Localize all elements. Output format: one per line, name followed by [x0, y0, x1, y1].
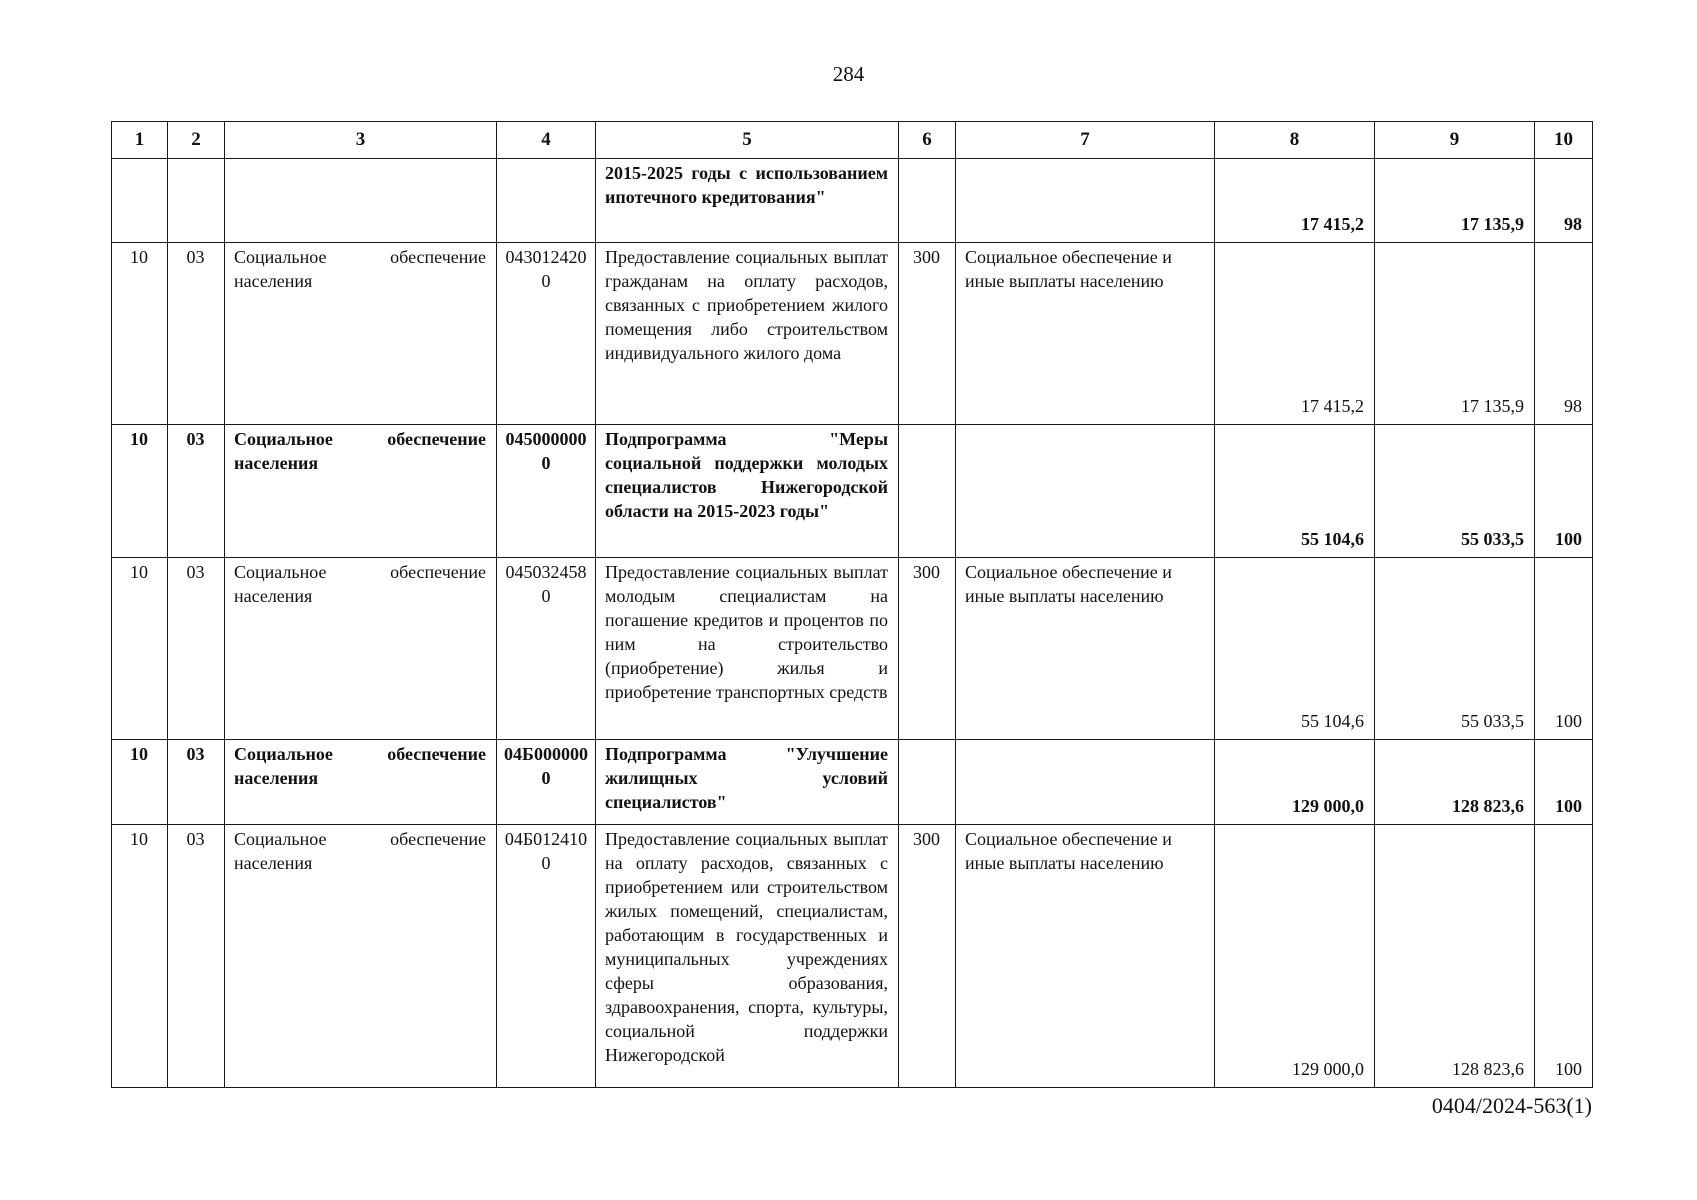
column-header: 5 [596, 122, 899, 159]
percent-cell: 100 [1535, 825, 1593, 1088]
section-cell [112, 159, 168, 243]
description-cell: Подпрограмма "Улучшение жилищных условий специалистов" [596, 740, 899, 825]
actual-amount-cell: 128 823,6 [1375, 740, 1535, 825]
percent-cell: 100 [1535, 425, 1593, 558]
target-code-cell: 0450324580 [497, 558, 596, 740]
budget-table [111, 121, 1593, 1088]
expense-type-name-cell: Социальное обеспечение и иные выплаты населению [956, 825, 1215, 1088]
column-header: 10 [1535, 122, 1593, 159]
column-header: 8 [1215, 122, 1375, 159]
expense-type-name-cell [956, 740, 1215, 825]
description-cell: Предоставление социальных выплат молодым специалистам на погашение кредитов и процентов по ним на строительство (приобретение) жилья и приобретение транспортных средств [596, 558, 899, 740]
table-header-row [112, 122, 1593, 159]
column-header: 2 [168, 122, 225, 159]
actual-amount-cell: 17 135,9 [1375, 243, 1535, 425]
expense-type-name-cell: Социальное обеспечение и иные выплаты населению [956, 243, 1215, 425]
section-name-cell [225, 159, 497, 243]
column-header: 6 [899, 122, 956, 159]
planned-amount-cell: 129 000,0 [1215, 825, 1375, 1088]
expense-type-name-cell: Социальное обеспечение и иные выплаты населению [956, 558, 1215, 740]
actual-amount-cell: 128 823,6 [1375, 825, 1535, 1088]
subsection-cell [168, 159, 225, 243]
section-name-cell: Социальное обеспечение населения [225, 825, 497, 1088]
section-name-cell: Социальное обеспечение населения [225, 558, 497, 740]
column-header: 1 [112, 122, 168, 159]
target-code-cell: 04Б0000000 [497, 740, 596, 825]
table-row [112, 558, 1593, 740]
target-code-cell: 0450000000 [497, 425, 596, 558]
percent-cell: 100 [1535, 740, 1593, 825]
column-header: 9 [1375, 122, 1535, 159]
document-number: 0404/2024-563(1) [1431, 1093, 1592, 1118]
expense-type-cell [899, 159, 956, 243]
actual-amount-cell: 55 033,5 [1375, 425, 1535, 558]
section-name-cell: Социальное обеспечение населения [225, 740, 497, 825]
target-code-cell: 0430124200 [497, 243, 596, 425]
planned-amount-cell: 17 415,2 [1215, 159, 1375, 243]
description-cell: 2015-2025 годы с использованием ипотечного кредитования" [596, 159, 899, 243]
subsection-cell: 03 [168, 825, 225, 1088]
planned-amount-cell: 55 104,6 [1215, 558, 1375, 740]
page-number: 284 [832, 62, 865, 86]
expense-type-cell: 300 [899, 243, 956, 425]
percent-cell: 98 [1535, 243, 1593, 425]
expense-type-name-cell [956, 159, 1215, 243]
expense-type-cell [899, 740, 956, 825]
actual-amount-cell: 17 135,9 [1375, 159, 1535, 243]
section-cell: 10 [112, 825, 168, 1088]
section-cell: 10 [112, 558, 168, 740]
column-header: 7 [956, 122, 1215, 159]
section-name-cell: Социальное обеспечение населения [225, 243, 497, 425]
expense-type-cell [899, 425, 956, 558]
expense-type-cell: 300 [899, 825, 956, 1088]
target-code-cell: 04Б0124100 [497, 825, 596, 1088]
column-header: 3 [225, 122, 497, 159]
column-header: 4 [497, 122, 596, 159]
description-cell: Подпрограмма "Меры социальной поддержки молодых специалистов Нижегородской области на 2015-2023 годы" [596, 425, 899, 558]
table-row [112, 159, 1593, 243]
section-name-cell: Социальное обеспечение населения [225, 425, 497, 558]
section-cell: 10 [112, 425, 168, 558]
description-cell: Предоставление социальных выплат гражданам на оплату расходов, связанных с приобретением жилого помещения либо строительством индивидуального жилого дома [596, 243, 899, 425]
subsection-cell: 03 [168, 558, 225, 740]
table-row [112, 740, 1593, 825]
planned-amount-cell: 129 000,0 [1215, 740, 1375, 825]
planned-amount-cell: 17 415,2 [1215, 243, 1375, 425]
description-cell: Предоставление социальных выплат на оплату расходов, связанных с приобретением или строительством жилых помещений, специалистам, работающим в государственных и муниципальных учреждениях сферы образования, здравоохранения, спорта, культуры, социальной поддержки Нижегородской [596, 825, 899, 1088]
expense-type-cell: 300 [899, 558, 956, 740]
percent-cell: 98 [1535, 159, 1593, 243]
expense-type-name-cell [956, 425, 1215, 558]
actual-amount-cell: 55 033,5 [1375, 558, 1535, 740]
subsection-cell: 03 [168, 243, 225, 425]
table-row [112, 243, 1593, 425]
section-cell: 10 [112, 243, 168, 425]
section-cell: 10 [112, 740, 168, 825]
table-row [112, 825, 1593, 1088]
subsection-cell: 03 [168, 740, 225, 825]
planned-amount-cell: 55 104,6 [1215, 425, 1375, 558]
table-row [112, 425, 1593, 558]
target-code-cell [497, 159, 596, 243]
subsection-cell: 03 [168, 425, 225, 558]
percent-cell: 100 [1535, 558, 1593, 740]
